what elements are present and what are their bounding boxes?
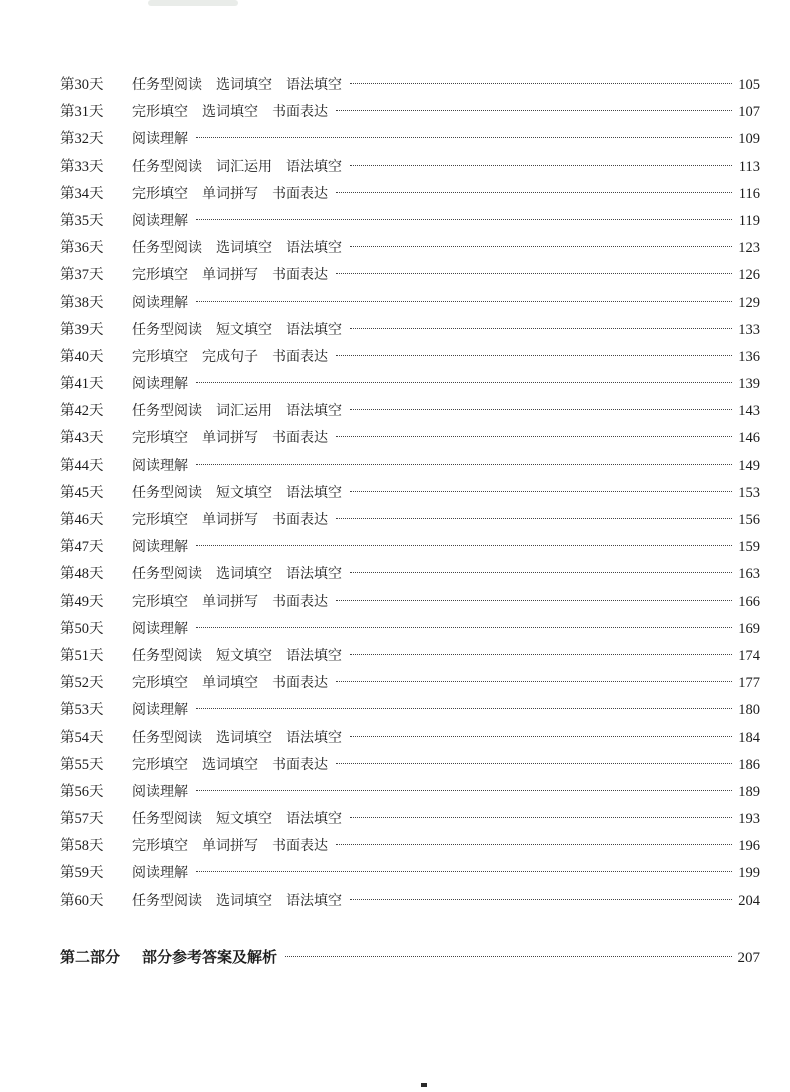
toc-page-number: 199 <box>738 865 760 882</box>
toc-topic: 书面表达 <box>272 838 328 855</box>
toc-entry[interactable] <box>60 72 760 99</box>
toc-day-label: 第45天 <box>60 484 104 501</box>
part-two-title: 部分参考答案及解析 <box>142 948 278 966</box>
toc-topics <box>132 344 334 371</box>
toc-day-label: 第41天 <box>60 376 104 393</box>
toc-topic: 单词拼写 <box>202 267 258 284</box>
toc-topics <box>132 72 348 99</box>
toc-topic: 完形填空 <box>132 348 188 365</box>
toc-topics <box>132 154 348 181</box>
toc-entry[interactable] <box>60 317 760 344</box>
toc-topic: 选词填空 <box>216 566 272 583</box>
toc-topic: 书面表达 <box>272 756 328 773</box>
toc-page-number: 177 <box>738 675 760 692</box>
toc-topic: 书面表达 <box>272 430 328 447</box>
part-two-label: 第二部分 <box>60 948 121 966</box>
toc-entry[interactable] <box>60 235 760 262</box>
toc-day-label: 第40天 <box>60 348 104 365</box>
dot-leader <box>336 518 732 519</box>
toc-entry[interactable] <box>60 860 760 887</box>
toc-topic: 单词拼写 <box>202 430 258 447</box>
toc-topics <box>132 833 334 860</box>
toc-page-number: 186 <box>738 756 760 773</box>
toc-topic: 完形填空 <box>132 756 188 773</box>
toc-topic: 完形填空 <box>132 267 188 284</box>
toc-topics <box>132 262 334 289</box>
toc-entry[interactable] <box>60 181 760 208</box>
toc-day-label: 第44天 <box>60 457 104 474</box>
toc-topic: 阅读理解 <box>132 212 188 229</box>
toc-topic: 任务型阅读 <box>132 158 202 175</box>
toc-topic: 任务型阅读 <box>132 403 202 420</box>
toc-topics <box>132 806 348 833</box>
toc-topic: 选词填空 <box>216 729 272 746</box>
dot-leader <box>336 844 732 845</box>
dot-leader <box>196 545 732 546</box>
toc-topic: 阅读理解 <box>132 376 188 393</box>
dot-leader <box>350 899 732 900</box>
toc-day-label: 第52天 <box>60 675 104 692</box>
toc-topics <box>132 398 348 425</box>
toc-entry[interactable] <box>60 398 760 425</box>
dot-leader <box>196 790 732 791</box>
toc-entry[interactable] <box>60 126 760 153</box>
toc-day-label: 第43天 <box>60 430 104 447</box>
toc-day-label: 第42天 <box>60 403 104 420</box>
dot-leader <box>196 382 732 383</box>
toc-topics <box>132 235 348 262</box>
dot-leader <box>350 736 732 737</box>
toc-topic: 书面表达 <box>272 593 328 610</box>
dot-leader <box>196 137 732 138</box>
dot-leader <box>196 464 732 465</box>
toc-topic: 任务型阅读 <box>132 647 202 664</box>
toc-page-number: 174 <box>738 647 760 664</box>
toc-day-label: 第55天 <box>60 756 104 773</box>
toc-entry[interactable] <box>60 616 760 643</box>
toc-topic: 阅读理解 <box>132 702 188 719</box>
toc-page-number: 105 <box>738 77 760 93</box>
toc-page-number: 193 <box>738 811 760 828</box>
toc-topics <box>132 126 194 153</box>
toc-topic: 完形填空 <box>132 593 188 610</box>
toc-day-label: 第58天 <box>60 838 104 855</box>
toc-page-number: 153 <box>738 484 760 501</box>
toc-day-label: 第31天 <box>60 104 104 121</box>
toc-topic: 完形填空 <box>132 512 188 528</box>
dot-leader <box>350 83 732 84</box>
toc-page-number: 107 <box>738 104 760 121</box>
toc-entry[interactable] <box>60 344 760 371</box>
dot-leader <box>350 817 732 818</box>
toc-day-label: 第50天 <box>60 620 104 637</box>
page-footer-mark <box>421 1083 427 1087</box>
toc-topic: 语法填空 <box>286 811 342 828</box>
toc-entry[interactable] <box>60 561 760 588</box>
toc-entry[interactable] <box>60 154 760 181</box>
toc-topics <box>132 208 194 235</box>
toc-topic: 阅读理解 <box>132 783 188 800</box>
toc-topic: 书面表达 <box>272 185 328 202</box>
toc-topics <box>132 99 334 126</box>
toc-entry[interactable] <box>60 534 760 561</box>
toc-topics <box>132 290 194 317</box>
toc-topic: 词汇运用 <box>216 403 272 420</box>
dot-leader <box>285 956 732 957</box>
toc-entry[interactable] <box>60 833 760 860</box>
toc-topic: 短文填空 <box>216 647 272 664</box>
toc-topic: 阅读理解 <box>132 457 188 474</box>
toc-entry[interactable] <box>60 589 760 616</box>
toc-page-number: 123 <box>738 240 760 257</box>
toc-page-number: 113 <box>738 158 760 175</box>
toc-topic: 阅读理解 <box>132 539 188 556</box>
dot-leader <box>336 110 732 111</box>
toc-page-number: 163 <box>738 566 760 583</box>
toc-page-number: 189 <box>738 783 760 800</box>
toc-topic: 任务型阅读 <box>132 566 202 583</box>
toc-topic: 完形填空 <box>132 185 188 202</box>
toc-topic: 任务型阅读 <box>132 729 202 746</box>
toc-entry[interactable] <box>60 888 760 915</box>
toc-topic: 语法填空 <box>286 484 342 501</box>
toc-topics <box>132 181 334 208</box>
toc-topics <box>132 480 348 507</box>
dot-leader <box>350 165 732 166</box>
dot-leader <box>350 491 732 492</box>
toc-page-number: 146 <box>738 430 760 447</box>
toc-page-number: 184 <box>738 729 760 746</box>
toc-entry[interactable] <box>60 425 760 452</box>
toc-day-label: 第54天 <box>60 729 104 746</box>
toc-topics <box>132 317 348 344</box>
toc-topic: 书面表达 <box>272 267 328 284</box>
toc-entry[interactable] <box>60 806 760 833</box>
toc-entry[interactable] <box>60 507 760 534</box>
toc-topics <box>132 371 194 398</box>
dot-leader <box>336 763 732 764</box>
toc-topic: 语法填空 <box>286 77 342 93</box>
toc-topics <box>132 752 334 779</box>
toc-topic: 语法填空 <box>286 321 342 338</box>
toc-topic: 选词填空 <box>216 892 272 909</box>
toc-topic: 阅读理解 <box>132 865 188 882</box>
dot-leader <box>196 871 732 872</box>
toc-topics <box>132 725 348 752</box>
toc-topic: 短文填空 <box>216 321 272 338</box>
toc-entry[interactable] <box>60 670 760 697</box>
toc-page-number: 149 <box>738 457 760 474</box>
dot-leader <box>350 246 732 247</box>
toc-topic: 书面表达 <box>272 104 328 121</box>
toc-day-label: 第53天 <box>60 702 104 719</box>
toc-topic: 单词拼写 <box>202 185 258 202</box>
toc-topic: 单词拼写 <box>202 838 258 855</box>
toc-entry[interactable] <box>60 779 760 806</box>
toc-entry[interactable] <box>60 262 760 289</box>
toc-topic: 完形填空 <box>132 430 188 447</box>
toc-day-label: 第51天 <box>60 647 104 664</box>
dot-leader <box>196 708 732 709</box>
toc-page-number: 204 <box>738 892 760 909</box>
toc-topic: 语法填空 <box>286 647 342 664</box>
toc-topic: 书面表达 <box>272 348 328 365</box>
toc-topic: 完形填空 <box>132 104 188 121</box>
toc-page-number: 169 <box>738 620 760 637</box>
toc-day-label: 第49天 <box>60 593 104 610</box>
toc-topics <box>132 561 348 588</box>
toc-topic: 任务型阅读 <box>132 484 202 501</box>
dot-leader <box>196 627 732 628</box>
toc-day-label: 第46天 <box>60 512 104 528</box>
toc-page-number: 166 <box>738 593 760 610</box>
toc-page-number: 156 <box>738 512 760 528</box>
toc-topic: 选词填空 <box>216 77 272 93</box>
toc-topic: 选词填空 <box>202 104 258 121</box>
toc-page-number: 119 <box>738 212 760 229</box>
toc-topics <box>132 425 334 452</box>
toc-entry[interactable] <box>60 99 760 126</box>
toc-page-number: 180 <box>738 702 760 719</box>
toc-page-number: 129 <box>738 294 760 311</box>
toc-page-number: 159 <box>738 539 760 556</box>
toc-entry[interactable] <box>60 480 760 507</box>
toc-topic: 阅读理解 <box>132 620 188 637</box>
toc-entry[interactable] <box>60 643 760 670</box>
toc-topics <box>132 697 194 724</box>
toc-topics <box>132 616 194 643</box>
print-smudge <box>148 0 238 6</box>
toc-topic: 语法填空 <box>286 892 342 909</box>
toc-topics <box>132 888 348 915</box>
table-of-contents <box>60 72 760 915</box>
toc-topic: 语法填空 <box>286 566 342 583</box>
toc-topics <box>132 860 194 887</box>
toc-topic: 单词填空 <box>202 675 258 692</box>
toc-day-label: 第30天 <box>60 77 104 93</box>
toc-entry[interactable] <box>60 371 760 398</box>
toc-entry[interactable] <box>60 752 760 779</box>
toc-entry[interactable] <box>60 208 760 235</box>
toc-day-label: 第32天 <box>60 131 104 148</box>
dot-leader <box>196 301 732 302</box>
toc-topic: 任务型阅读 <box>132 77 202 93</box>
toc-topic: 语法填空 <box>286 403 342 420</box>
toc-entry[interactable] <box>60 725 760 752</box>
toc-page-number: 196 <box>738 838 760 855</box>
toc-topics <box>132 589 334 616</box>
dot-leader <box>350 654 732 655</box>
toc-topic: 任务型阅读 <box>132 892 202 909</box>
toc-page-number: 143 <box>738 403 760 420</box>
toc-entry[interactable] <box>60 453 760 480</box>
toc-topic: 阅读理解 <box>132 294 188 311</box>
toc-topic: 选词填空 <box>216 240 272 257</box>
toc-topics <box>132 779 194 806</box>
toc-topic: 完形填空 <box>132 838 188 855</box>
toc-topic: 单词拼写 <box>202 512 258 528</box>
toc-topic: 短文填空 <box>216 811 272 828</box>
toc-page-number: 136 <box>738 348 760 365</box>
toc-topic: 语法填空 <box>286 240 342 257</box>
toc-topics <box>132 643 348 670</box>
toc-topics <box>132 534 194 561</box>
toc-topics <box>132 507 334 534</box>
dot-leader <box>350 409 732 410</box>
toc-topic: 单词拼写 <box>202 593 258 610</box>
toc-topic: 语法填空 <box>286 729 342 746</box>
toc-topic: 任务型阅读 <box>132 240 202 257</box>
toc-day-label: 第39天 <box>60 321 104 338</box>
toc-page-number: 133 <box>738 321 760 338</box>
toc-topic: 选词填空 <box>202 756 258 773</box>
part-two-page-number: 207 <box>737 950 760 966</box>
toc-topics <box>132 670 334 697</box>
toc-day-label: 第48天 <box>60 566 104 583</box>
toc-day-label: 第36天 <box>60 240 104 257</box>
toc-day-label: 第37天 <box>60 267 104 284</box>
dot-leader <box>350 572 732 573</box>
toc-day-label: 第38天 <box>60 294 104 311</box>
toc-day-label: 第34天 <box>60 185 104 202</box>
toc-entry[interactable] <box>60 290 760 317</box>
dot-leader <box>350 328 732 329</box>
toc-topic: 语法填空 <box>286 158 342 175</box>
toc-day-label: 第35天 <box>60 212 104 229</box>
dot-leader <box>336 192 732 193</box>
dot-leader <box>336 355 732 356</box>
toc-day-label: 第33天 <box>60 158 104 175</box>
toc-page-number: 109 <box>738 131 760 148</box>
toc-day-label: 第56天 <box>60 783 104 800</box>
toc-topic: 任务型阅读 <box>132 811 202 828</box>
toc-entry[interactable] <box>60 697 760 724</box>
dot-leader <box>336 436 732 437</box>
toc-topics <box>132 453 194 480</box>
dot-leader <box>336 681 732 682</box>
toc-topic: 书面表达 <box>272 512 328 528</box>
toc-topic: 完成句子 <box>202 348 258 365</box>
toc-page-number: 139 <box>738 376 760 393</box>
toc-topic: 完形填空 <box>132 675 188 692</box>
toc-page-number: 116 <box>738 185 760 202</box>
toc-topic: 词汇运用 <box>216 158 272 175</box>
toc-page-number: 126 <box>738 267 760 284</box>
toc-day-label: 第59天 <box>60 865 104 882</box>
toc-day-label: 第47天 <box>60 539 104 556</box>
toc-topic: 阅读理解 <box>132 131 188 148</box>
toc-day-label: 第57天 <box>60 811 104 828</box>
dot-leader <box>336 600 732 601</box>
dot-leader <box>336 273 732 274</box>
toc-topic: 书面表达 <box>272 675 328 692</box>
part-two-row[interactable] <box>60 944 760 970</box>
toc-topic: 任务型阅读 <box>132 321 202 338</box>
toc-topic: 短文填空 <box>216 484 272 501</box>
dot-leader <box>196 219 732 220</box>
toc-day-label: 第60天 <box>60 892 104 909</box>
